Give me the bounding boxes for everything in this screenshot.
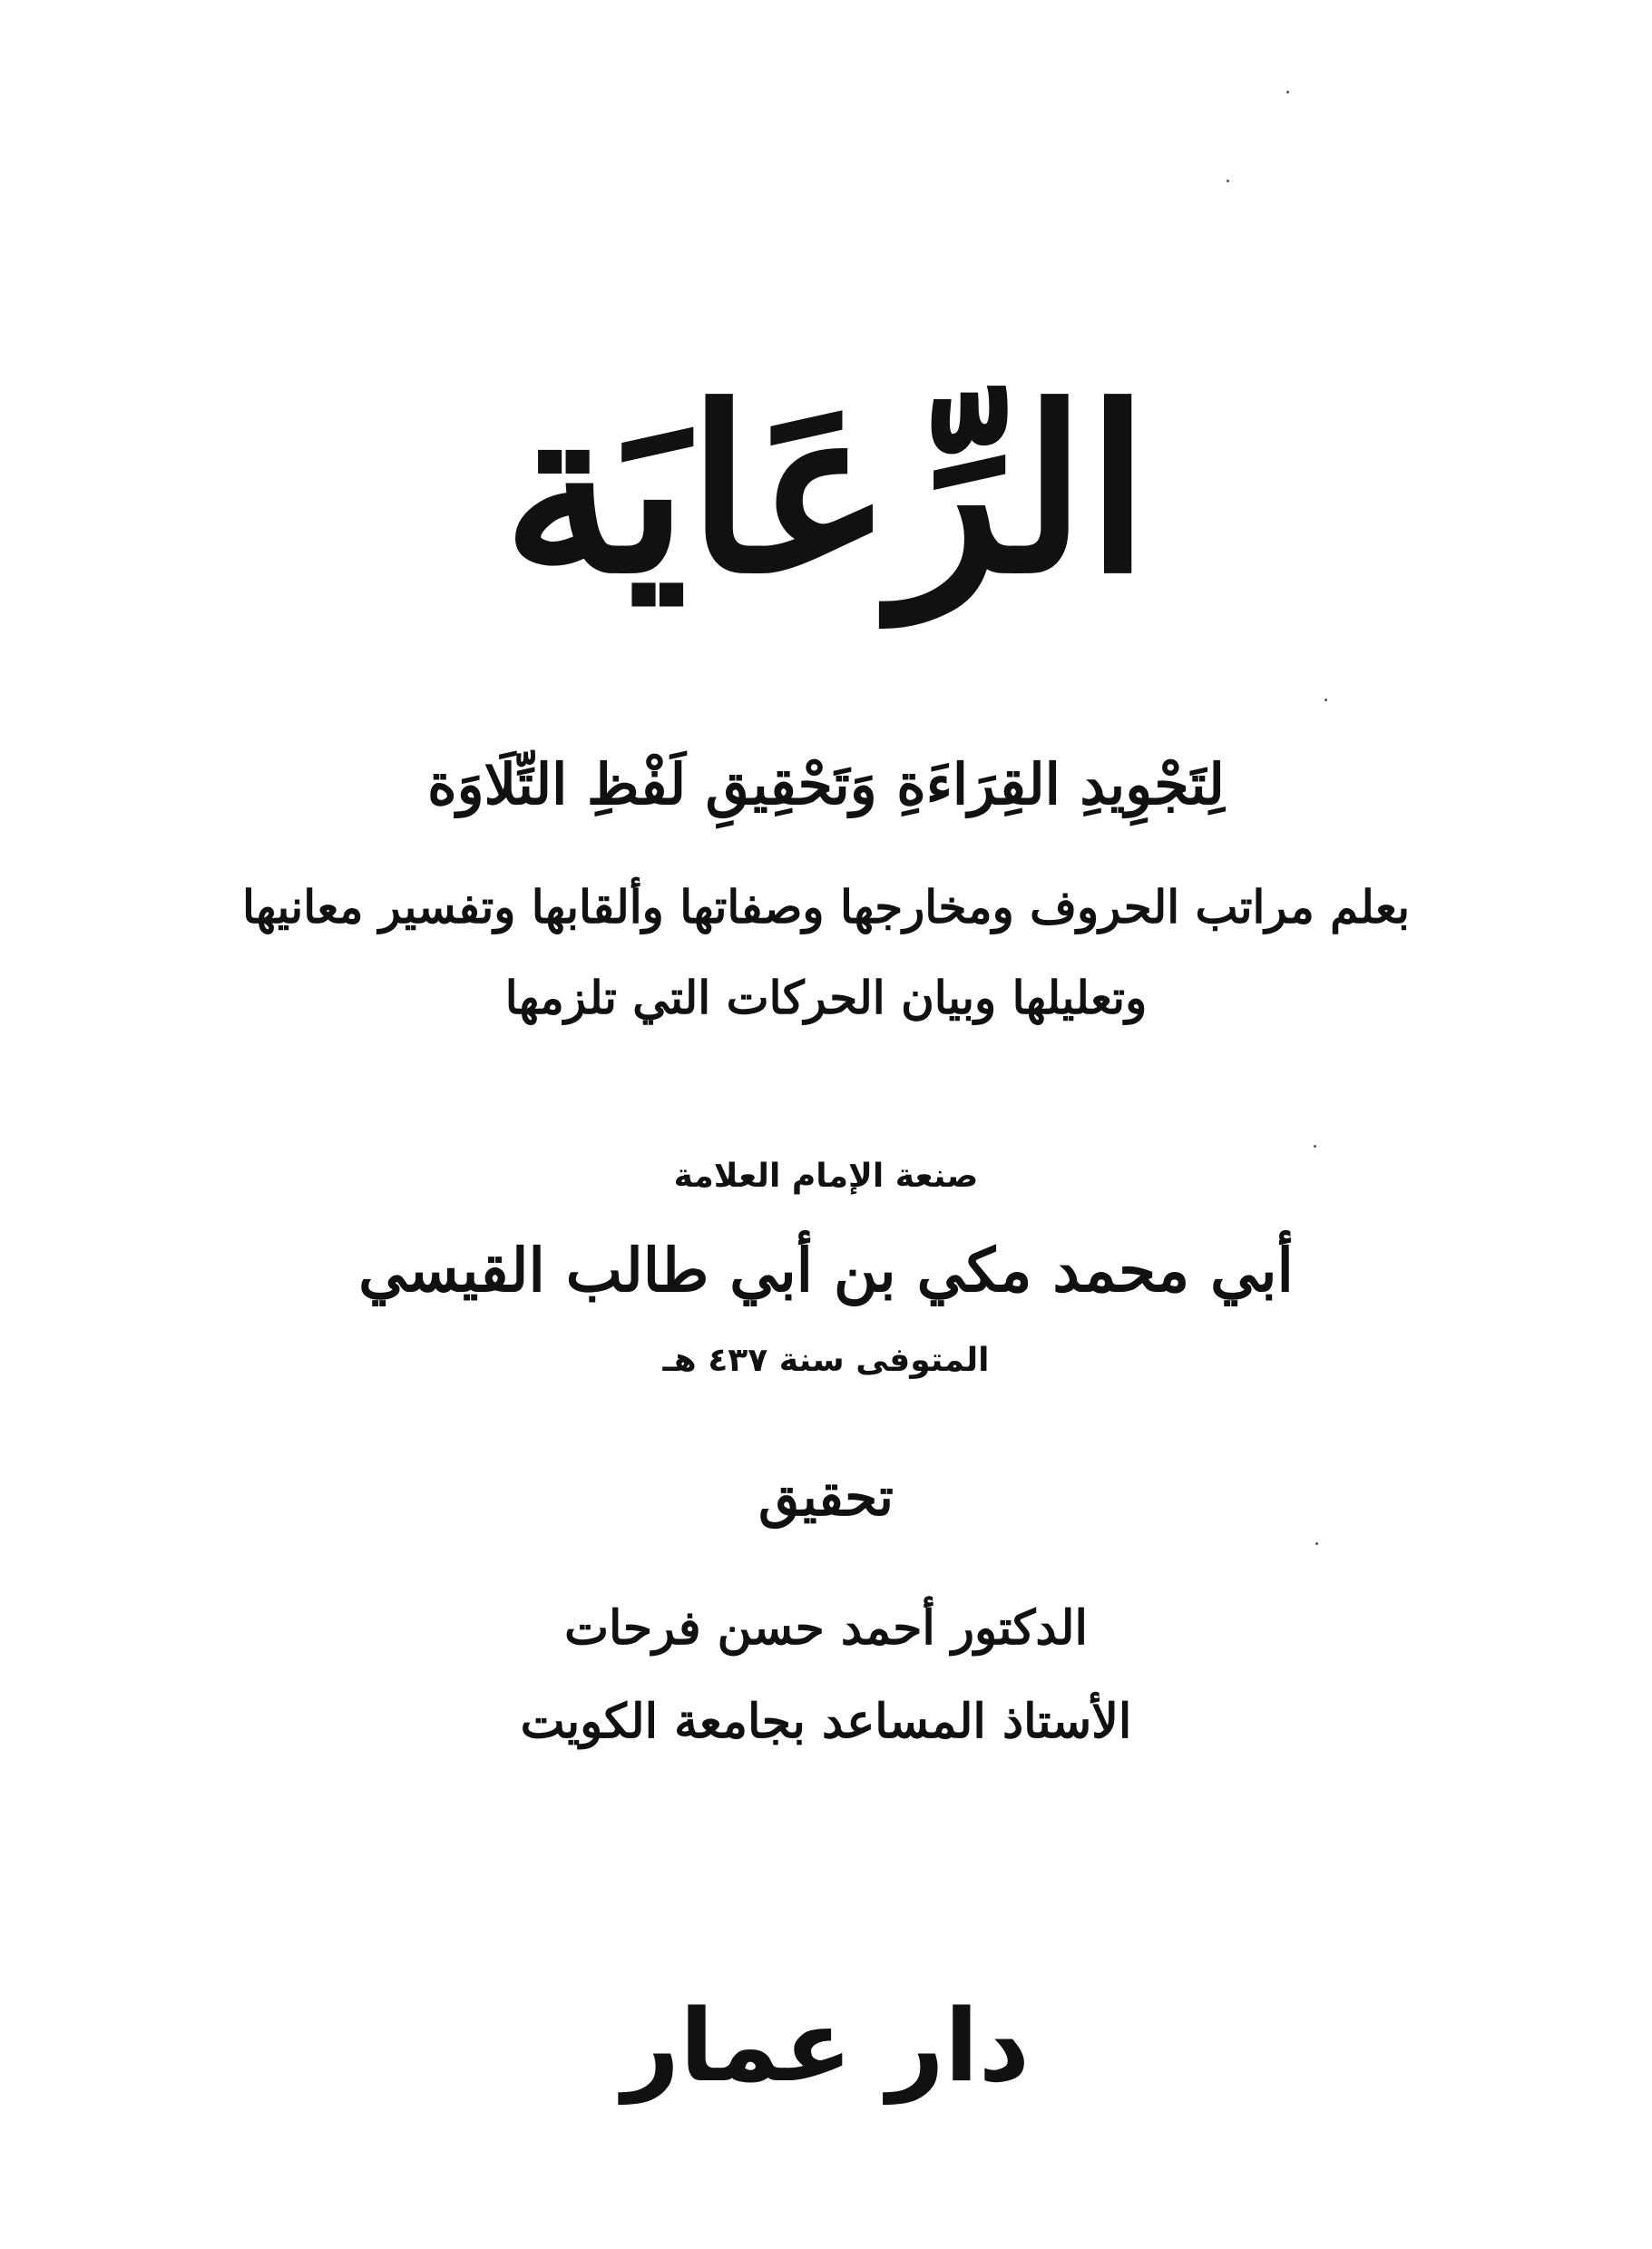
scan-speck bbox=[1227, 180, 1229, 182]
scan-speck bbox=[1315, 1542, 1318, 1545]
editor-name: الدكتور أحمد حسن فرحات bbox=[564, 1600, 1088, 1656]
composed-by-label: صنعة الإمام العلامة bbox=[673, 1158, 979, 1195]
scan-speck bbox=[1325, 699, 1327, 701]
book-description-line-2: وتعليلها وبيان الحركات التي تلزمها bbox=[504, 971, 1148, 1024]
publisher-name: دار عمار bbox=[621, 1988, 1031, 2104]
author-death-note: المتوفى سنة ٤٣٧ هـ bbox=[662, 1342, 990, 1379]
book-title: الرِّعَايَة bbox=[503, 357, 1149, 623]
scan-speck bbox=[1286, 91, 1289, 93]
book-description-line-1: بعلم مراتب الحروف ومخارجها وصفاتها وألقابها وتفسير معانيها bbox=[241, 880, 1411, 934]
book-subtitle: لِتَجْوِيدِ القِرَاءَةِ وَتَحْقِيقِ لَفْظِ التِّلَاوَة bbox=[427, 751, 1225, 817]
edited-by-label: تحقيق bbox=[758, 1466, 894, 1528]
scan-speck bbox=[1314, 1145, 1316, 1148]
author-name: أبي محمد مكي بن أبي طالب القيسي bbox=[358, 1235, 1294, 1305]
editor-affiliation: الأستاذ المساعد بجامعة الكويت bbox=[520, 1694, 1132, 1749]
